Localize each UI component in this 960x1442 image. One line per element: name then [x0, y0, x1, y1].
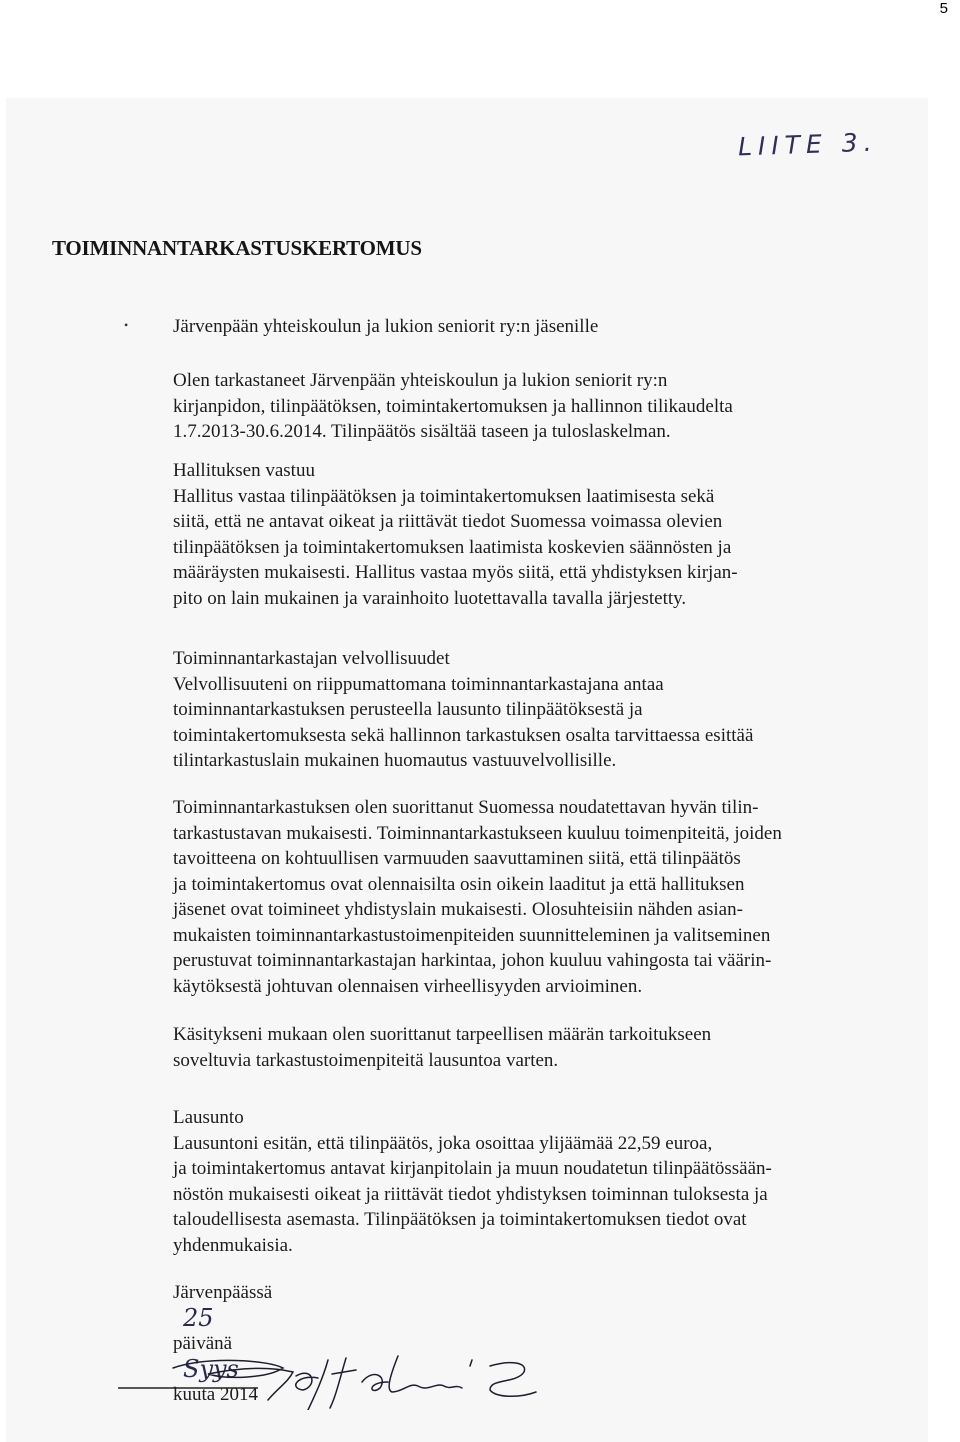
audit-performed-paragraph — [173, 795, 782, 999]
paragraph-line: soveltuvia tarkastustoimenpiteitä lausuntoa varten. — [173, 1049, 559, 1071]
recipient-line: Järvenpään yhteiskoulun ja lukion seniorit ry:n jäsenille — [173, 316, 599, 337]
handwritten-day: 25 — [183, 1303, 214, 1332]
paragraph-line: taloudellisesta asemasta. Tilinpäätöksen ja toimintakertomuksen tiedot ovat — [173, 1209, 747, 1230]
paragraph-line: ja toimintakertomus ovat olennaisilta osin oikein laaditut ja että hallituksen — [173, 873, 745, 895]
paragraph-line: siitä, että ne antavat oikeat ja riittävät tiedot Suomessa voimassa olevien — [173, 511, 723, 532]
handwritten-appendix-mark: LIITE 3. — [737, 127, 879, 162]
paragraph-line: määräysten mukaisesti. Hallitus vastaa myös siitä, että yhdistyksen kirjan- — [173, 562, 738, 583]
paragraph-line: Käsitykseni mukaan olen suorittanut tarpeellisen määrän tarkoitukseen — [173, 1024, 712, 1045]
paragraph-line: Velvollisuuteni on riippumattomana toiminnantarkastajana antaa — [173, 673, 664, 695]
month-suffix: kuuta 2014 — [173, 1384, 258, 1405]
paragraph-line: toiminnantarkastuksen perusteella lausunto tilinpäätöksestä ja — [173, 699, 643, 720]
paragraph-line: Toiminnantarkastuksen olen suorittanut Suomessa noudatettavan hyvän tilin- — [173, 797, 759, 818]
auditor-duties-section — [173, 646, 753, 774]
intro-line: kirjanpidon, tilinpäätöksen, toimintakertomuksen ja hallinnon tilikaudelta — [173, 395, 733, 417]
section-heading: Toiminnantarkastajan velvollisuudet — [173, 648, 450, 669]
page-number: 5 — [939, 0, 948, 17]
paragraph-line: Lausuntoni esitän, että tilinpäätös, joka osoittaa ylijäämää 22,59 euroa, — [173, 1132, 713, 1154]
paragraph-line: mukaisten toiminnantarkastustoimenpiteiden suunnitteleminen ja valitseminen — [173, 924, 771, 946]
paragraph-line: toimintakertomuksesta sekä hallinnon tarkastuksen osalta tarvittaessa esittää — [173, 724, 754, 746]
sufficient-actions-paragraph — [173, 1022, 711, 1073]
paragraph-line: käytöksestä johtuvan olennaisen virheellisyyden arvioiminen. — [173, 975, 643, 997]
paragraph-line: perustuvat toiminnantarkastajan harkintaa, johon kuuluu vahingosta tai väärin- — [173, 950, 772, 971]
document-title: TOIMINNANTARKASTUSKERTOMUS — [52, 236, 422, 260]
paragraph-line: tilinpäätöksen ja toimintakertomuksen laatimista koskevien säännösten ja — [173, 536, 732, 558]
intro-line: 1.7.2013-30.6.2014. Tilinpäätös sisältää taseen ja tuloslaskelman. — [173, 421, 671, 442]
paragraph-line: nöstön mukaisesti oikeat ja riittävät tiedot yhdistyksen toiminnan tuloksesta ja — [173, 1183, 768, 1205]
board-responsibility-section — [173, 458, 738, 611]
section-heading: Hallituksen vastuu — [173, 460, 315, 481]
paragraph-line: jäsenet ovat toimineet yhdistyslain mukaisesti. Olosuhteisiin nähden asian- — [173, 899, 743, 920]
section-heading: Lausunto — [173, 1107, 244, 1128]
paragraph-line: tavoitteena on kohtuullisen varmuuden saavuttaminen siitä, että tilinpäätös — [173, 848, 741, 869]
statement-section — [173, 1105, 772, 1258]
day-word: päivänä — [173, 1333, 233, 1354]
handwritten-month: Syys — [183, 1354, 239, 1383]
signature-scribble — [118, 1338, 538, 1410]
intro-paragraph — [173, 368, 733, 445]
paragraph-line: yhdenmukaisia. — [173, 1234, 293, 1256]
paragraph-line: ja toimintakertomus antavat kirjanpitolain ja muun noudatetun tilinpäätössään- — [173, 1158, 772, 1179]
paragraph-line: Hallitus vastaa tilinpäätöksen ja toimintakertomuksen laatimisesta sekä — [173, 485, 715, 507]
bullet-mark: • — [124, 318, 129, 332]
paragraph-line: pito on lain mukainen ja varainhoito luotettavalla tavalla järjestetty. — [173, 587, 687, 609]
paragraph-line: tilintarkastuslain mukainen huomautus vastuuvelvollisille. — [173, 750, 617, 771]
intro-line: Olen tarkastaneet Järvenpään yhteiskoulun ja lukion seniorit ry:n — [173, 370, 668, 391]
paragraph-line: tarkastustavan mukaisesti. Toiminnantarkastukseen kuuluu toimenpiteitä, joiden — [173, 822, 782, 844]
signing-place: Järvenpäässä — [173, 1282, 273, 1303]
